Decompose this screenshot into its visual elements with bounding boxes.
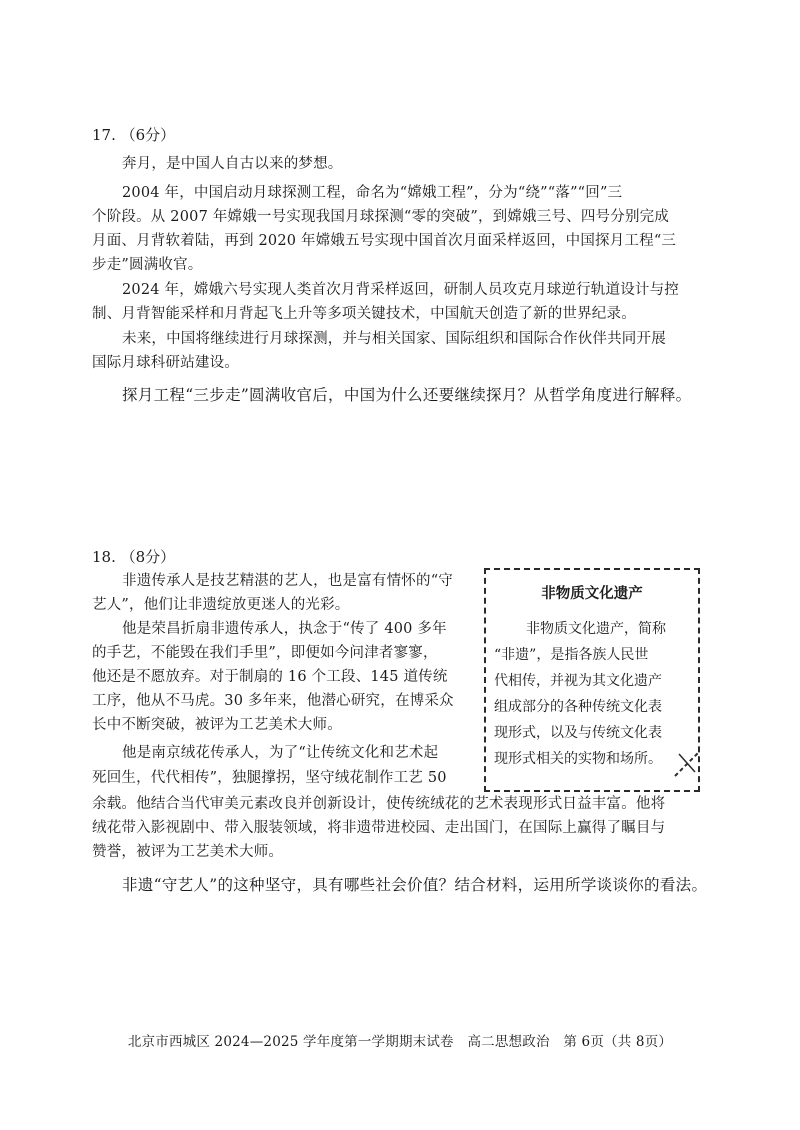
sidebox-line: 非物质文化遗产，简称 — [526, 621, 666, 637]
q17-paragraph-line: 个阶段。从 2007 年嫦娥一号实现我国月球探测“零的突破”，到嫦娥三号、四号分别完成 — [92, 209, 670, 225]
q17-paragraph-line: 未来，中国将继续进行月球探测，并与相关国家、国际组织和国际合作伙伴共同开展 — [122, 331, 666, 347]
q17-paragraph-line: 奔月，是中国人自古以来的梦想。 — [122, 156, 343, 172]
question-18-number: 18. （8分） — [92, 548, 176, 566]
q18-paragraph-line: 赞誉，被评为工艺美术大师。 — [92, 844, 284, 860]
q17-paragraph-line: 2004 年，中国启动月球探测工程，命名为“嫦娥工程”，分为“绕”“落”“回”三 — [122, 185, 623, 201]
q18-paragraph-line: 他是荣昌折扇非遗传承人，执念于“传了 400 多年 — [122, 621, 447, 637]
q18-paragraph-line: 他是南京绒花传承人，为了“让传统文化和艺术起 — [122, 745, 439, 761]
q18-paragraph-line: 长中不断突破，被评为工艺美术大师。 — [92, 717, 342, 733]
q18-paragraph-line: 艺人”，他们让非遗绽放更迷人的光彩。 — [92, 597, 350, 613]
q17-paragraph-line: 制、月背智能采样和月背起飞上升等多项关键技术，中国航天创造了新的世界纪录。 — [92, 306, 636, 322]
sidebox-line: 组成部分的各种传统文化表 — [494, 699, 662, 715]
q17-paragraph-line: 步走”圆满收官。 — [92, 257, 203, 273]
definition-sidebox — [484, 568, 700, 792]
sidebox-line: “非遗”，是指各族人民世 — [494, 647, 649, 663]
q18-question-prompt: 非遗“守艺人”的这种坚守，具有哪些社会价值？结合材料，运用所学谈谈你的看法。 — [122, 876, 708, 894]
q18-paragraph-line: 绒花带入影视剧中、带入服装领域，将非遗带进校园、走出国门，在国际上赢得了瞩目与 — [92, 820, 666, 836]
question-17-number: 17. （6分） — [92, 126, 176, 144]
q18-paragraph-line: 死回生，代代相传”，独腿撑拐，坚守绒花制作工艺 50 — [92, 770, 447, 786]
folded-corner-icon — [673, 750, 703, 780]
sidebox-line: 现形式相关的实物和场所。 — [494, 751, 662, 767]
q18-paragraph-line: 余载。他结合当代审美元素改良并创新设计，使传统绒花的艺术表现形式日益丰富。他将 — [92, 796, 666, 812]
q17-paragraph-line: 月面、月背软着陆，再到 2020 年嫦娥五号实现中国首次月面采样返回，中国探月工程“三 — [92, 233, 677, 249]
q17-question-prompt: 探月工程“三步走”圆满收官后，中国为什么还要继续探月？从哲学角度进行解释。 — [122, 386, 692, 404]
sidebox-title: 非物质文化遗产 — [541, 586, 643, 602]
sidebox-line: 代相传，并视为其文化遗产 — [494, 673, 662, 689]
q17-paragraph-line: 国际月球科研站建设。 — [92, 355, 239, 371]
sidebox-line: 现形式，以及与传统文化表 — [494, 725, 662, 741]
q17-paragraph-line: 2024 年，嫦娥六号实现人类首次月背采样返回，研制人员攻克月球逆行轨道设计与控 — [122, 282, 680, 298]
q18-paragraph-line: 非遗传承人是技艺精湛的艺人，也是富有情怀的“守 — [122, 573, 454, 589]
q18-paragraph-line: 的手艺，不能毁在我们手里”，即便如今问津者寥寥， — [92, 645, 438, 661]
q18-paragraph-line: 工序，他从不马虎。30 多年来，他潜心研究，在博采众 — [92, 693, 454, 709]
page-footer: 北京市西城区 2024—2025 学年度第一学期期末试卷 高二思想政治 第 6页（共 8页） — [127, 1034, 673, 1050]
q18-paragraph-line: 他还是不愿放弃。对于制扇的 16 个工段、145 道传统 — [92, 669, 448, 685]
